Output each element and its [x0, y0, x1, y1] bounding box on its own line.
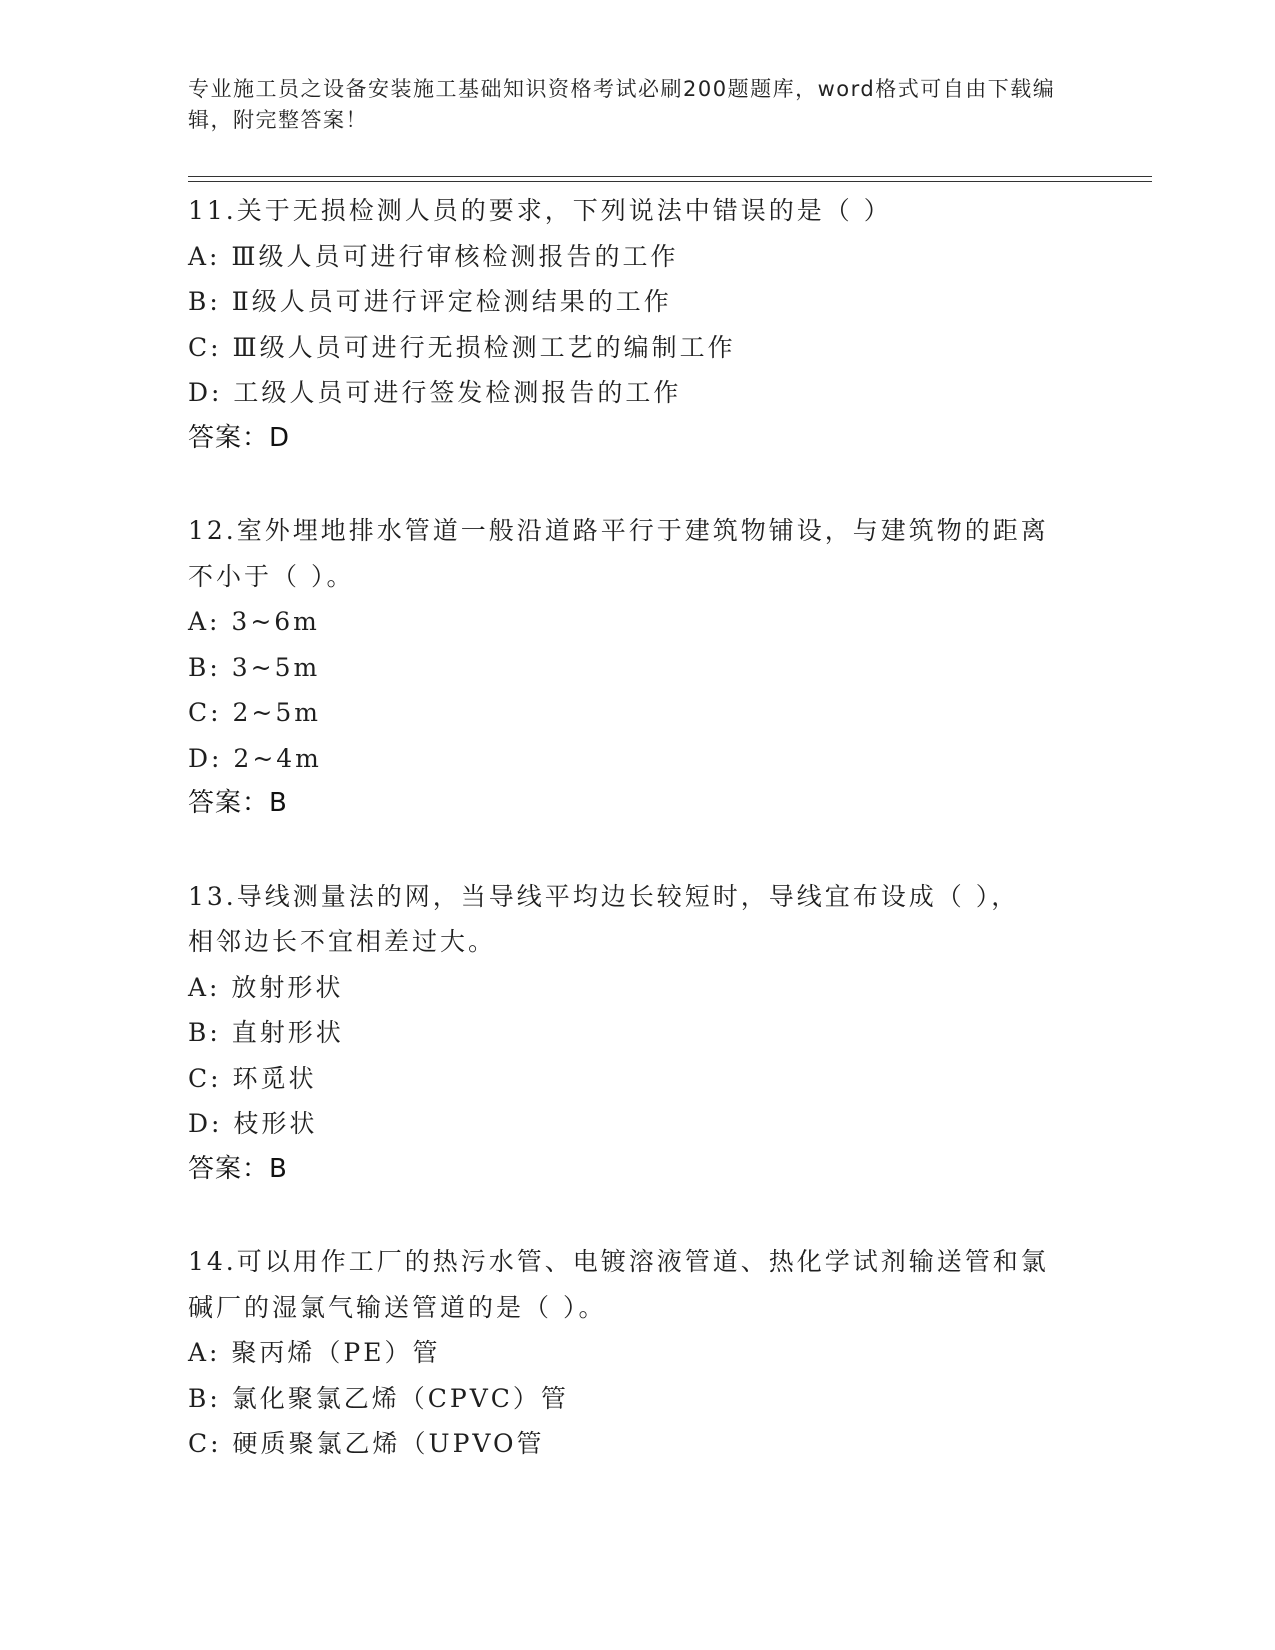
option-a: A: 3~6m: [188, 607, 320, 636]
option-d: D: 2~4m: [188, 743, 322, 773]
question-stem-continued: 碱厂的湿氯气输送管道的是（ ）。: [188, 1292, 607, 1322]
answer-line: 答案：D: [188, 422, 291, 453]
header-divider-bottom: [188, 181, 1152, 182]
question-stem: 11.关于无损检测人员的要求，下列说法中错误的是（ ）: [188, 196, 892, 225]
option-a: A: 聚丙烯（PE）管: [188, 1338, 441, 1367]
question-12: [188, 508, 1088, 827]
option-d: D: 工级人员可进行签发检测报告的工作: [188, 378, 682, 407]
question-stem: 12.室外埋地排水管道一般沿道路平行于建筑物铺设，与建筑物的距离: [188, 516, 1049, 545]
question-14: [188, 1239, 1088, 1467]
option-c: C: 环觅状: [188, 1063, 317, 1093]
option-b: B: 直射形状: [188, 1018, 344, 1047]
document-header: 专业施工员之设备安装施工基础知识资格考试必刷200题题库，word格式可自由下载编辑，附完整答案！: [188, 77, 1056, 132]
option-a: A: Ⅲ级人员可进行审核检测报告的工作: [188, 241, 679, 271]
question-stem-continued: 相邻边长不宜相差过大。: [188, 927, 497, 956]
option-c: C: 硬质聚氯乙烯（UPVO管: [188, 1429, 545, 1458]
question-list: [188, 188, 1088, 1467]
option-b: B: 3~5m: [188, 652, 321, 682]
answer-line: 答案：B: [188, 788, 288, 818]
answer-line: 答案：B: [188, 1153, 288, 1184]
header-divider-top: [188, 176, 1152, 177]
option-b: B: 氯化聚氯乙烯（CPVC）管: [188, 1383, 569, 1413]
question-11: [188, 188, 1088, 461]
option-b: B: Ⅱ级人员可进行评定检测结果的工作: [188, 287, 672, 316]
question-13: [188, 874, 1088, 1193]
option-c: C: Ⅲ级人员可进行无损检测工艺的编制工作: [188, 332, 736, 362]
option-a: A: 放射形状: [188, 972, 344, 1002]
question-stem: 13.导线测量法的网，当导线平均边长较短时，导线宜布设成（ ），: [188, 881, 1020, 911]
option-d: D: 枝形状: [188, 1109, 318, 1138]
question-stem-continued: 不小于（ ）。: [188, 561, 355, 591]
option-c: C: 2~5m: [188, 698, 321, 727]
question-stem: 14.可以用作工厂的热污水管、电镀溶液管道、热化学试剂输送管和氯: [188, 1247, 1049, 1276]
